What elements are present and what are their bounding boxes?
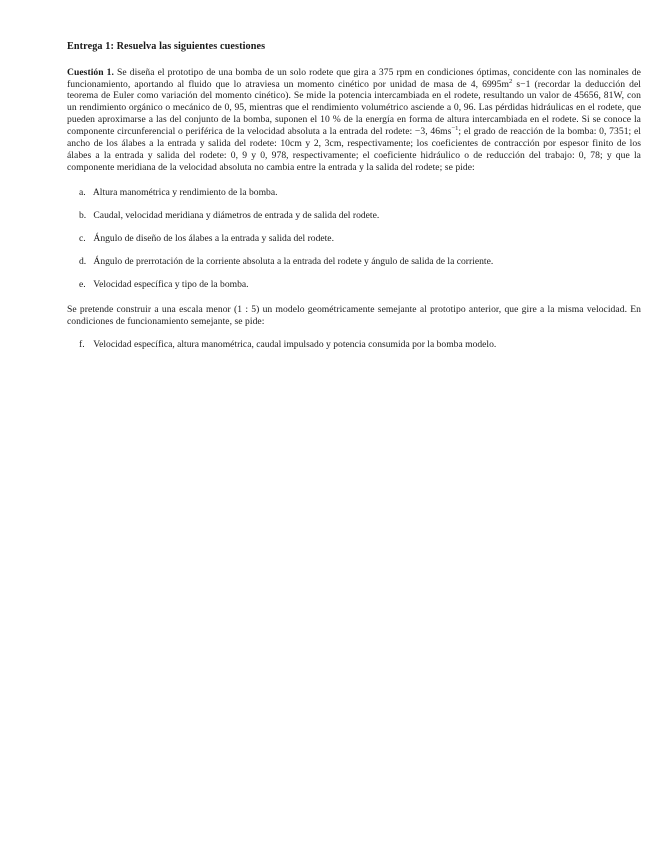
item-text: Altura manométrica y rendimiento de la bomba. bbox=[92, 186, 278, 198]
item-marker: d. bbox=[79, 256, 87, 268]
assignment-title: Entrega 1: Resuelva las siguientes cuestiones bbox=[67, 41, 266, 52]
list-item-c bbox=[79, 233, 641, 245]
list-item-b bbox=[79, 210, 641, 222]
item-marker: f. bbox=[79, 338, 85, 350]
question-1-subitems bbox=[67, 187, 641, 291]
document-page bbox=[67, 41, 641, 362]
list-item-a bbox=[79, 187, 641, 199]
statement-text-part-3: ; el grado de reacción de la bomba: 0, 7351; el ancho de los álabes a la entrada y salida del rodete: 10cm y 2, 3cm, respectivamente; los coeficientes de contracción por espesor finito de los álabes a la entrada y salida del rodete: 0, 9 y 0, 978, respectivamente; el coeficiente hidráulico o de reducción del trabajo: 0, 78; y que la componente meridiana de la velocidad absoluta no cambia entre la entrada y la salida del rodete; se pide: bbox=[67, 126, 641, 173]
item-marker: e. bbox=[79, 279, 86, 291]
list-item-f bbox=[79, 339, 641, 351]
statement-text-part-2: s−1 (recordar la deducción del teorema de Euler como variación del momento cinético). Se mide la potencia intercambiada en el rodete, resultando un valor de 45656, 81W, con un rendimiento orgánico o mecánico de 0, 95, mientras que el rendimiento volumétrico asciende a 0, 96. Las pérdidas hidráulicas en el rodete, que pueden aproximarse a las del conjunto de la bomba, suponen el 10 % de la energía en forma de altura intercambiada en el rodete. Si se conoce la componente circunferencial o periférica de la velocidad absoluta a la entrada del rodete: −3, 46ms bbox=[67, 78, 641, 138]
question-label: Cuestión 1. bbox=[67, 66, 114, 78]
item-marker: b. bbox=[79, 209, 87, 221]
item-marker: a. bbox=[79, 186, 86, 198]
item-text: Ángulo de diseño de los álabes a la entrada y salida del rodete. bbox=[93, 232, 334, 244]
model-paragraph: Se pretende construir a una escala menor (1 : 5) un modelo geométricamente semejante al prototipo anterior, que gire a la misma velocidad. En condiciones de funcionamiento semejante, se pide: bbox=[67, 304, 641, 327]
item-text: Velocidad específica y tipo de la bomba. bbox=[93, 279, 249, 291]
question-1-statement bbox=[67, 67, 641, 174]
item-text: Ángulo de prerrotación de la corriente absoluta a la entrada del rodete y ángulo de salida de la corriente. bbox=[93, 256, 494, 268]
statement-text-part-1: Se diseña el prototipo de una bomba de un solo rodete que gira a 375 rpm en condiciones óptimas, concidente con las nominales de funcionamiento, aportando al fluido que lo atraviesa un momento cinético por unidad de masa de 4, 6995m bbox=[67, 66, 641, 90]
list-item-e bbox=[79, 279, 641, 291]
list-item-d bbox=[79, 256, 641, 268]
model-subitems bbox=[67, 339, 641, 351]
item-text: Velocidad específica, altura manométrica, caudal impulsado y potencia consumida por la bomba modelo. bbox=[93, 338, 497, 350]
item-marker: c. bbox=[79, 232, 86, 244]
exponent-2: −1 bbox=[451, 125, 459, 133]
exponent-1: 2 bbox=[509, 77, 513, 85]
item-text: Caudal, velocidad meridiana y diámetros de entrada y de salida del rodete. bbox=[93, 209, 380, 221]
